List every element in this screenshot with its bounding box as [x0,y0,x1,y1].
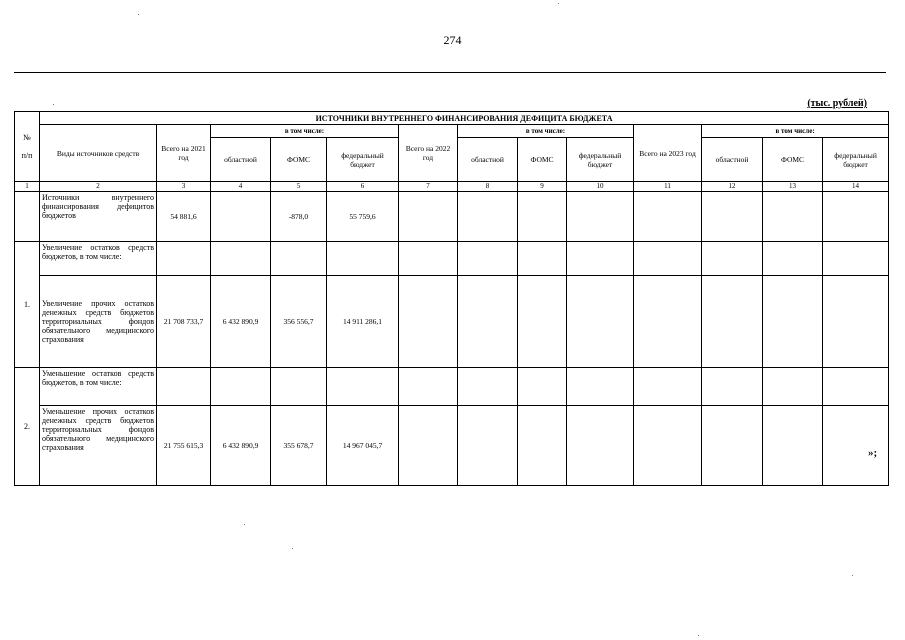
column-number: 7 [399,182,458,192]
column-number: 5 [271,182,327,192]
cell-empty [634,406,702,486]
column-number: 2 [40,182,157,192]
cell-empty [763,276,823,368]
header-source: Виды источников средств [40,125,157,182]
header-including-2021: в том числе: [211,125,399,138]
cell-empty [399,406,458,486]
row-number [15,192,40,242]
header-federal-2023: федеральный бюджет [823,138,889,182]
cell-empty [518,276,567,368]
row-number: 2. [15,368,40,486]
cell-empty [458,242,518,276]
cell-empty [702,368,763,406]
cell-empty [823,406,889,486]
cell-total-2021 [157,368,211,406]
column-number: 4 [211,182,271,192]
cell-empty [399,368,458,406]
cell-foms-2021 [271,242,327,276]
table-row [15,406,889,486]
column-number: 3 [157,182,211,192]
header-regional-2023: областной [702,138,763,182]
cell-total-2021 [157,242,211,276]
cell-empty [634,192,702,242]
cell-regional-2021 [211,192,271,242]
header-total-2022: Всего на 2022 год [399,125,458,182]
cell-empty [763,368,823,406]
table-row [15,276,889,368]
cell-total-2021: 21 708 733,7 [157,276,211,368]
table-row [15,192,889,242]
cell-total-2021: 21 755 615,3 [157,406,211,486]
cell-empty [399,276,458,368]
column-number: 10 [567,182,634,192]
units-label: (тыс. рублей) [807,98,867,109]
cell-empty [702,406,763,486]
scan-speck [698,635,699,636]
cell-empty [702,276,763,368]
cell-foms-2021: 356 556,7 [271,276,327,368]
cell-empty [518,242,567,276]
column-number: 14 [823,182,889,192]
cell-regional-2021: 6 432 890,9 [211,406,271,486]
cell-empty [458,192,518,242]
header-including-2022: в том числе: [458,125,634,138]
cell-empty [567,276,634,368]
column-number: 6 [327,182,399,192]
cell-empty [518,192,567,242]
scan-speck [244,524,245,525]
table-row [15,368,889,406]
column-number-row [15,182,889,192]
row-number: 1. [15,242,40,368]
cell-federal-2021 [327,242,399,276]
cell-total-2021: 54 881,6 [157,192,211,242]
cell-empty [823,368,889,406]
header-rule [14,72,886,73]
cell-empty [702,242,763,276]
row-label: Уменьшение прочих остатков денежных средств бюджетов территориальных фондов обязательного медицинского страхования [40,406,157,486]
cell-federal-2021: 14 967 045,7 [327,406,399,486]
cell-foms-2021: -878,0 [271,192,327,242]
cell-empty [458,276,518,368]
scan-speck [292,548,293,549]
cell-empty [763,192,823,242]
column-number: 13 [763,182,823,192]
cell-empty [567,406,634,486]
closing-quote-mark: »; [868,447,878,459]
row-label: Уменьшение остатков средств бюджетов, в том числе: [40,368,157,406]
cell-regional-2021: 6 432 890,9 [211,276,271,368]
cell-federal-2021 [327,368,399,406]
cell-federal-2021: 14 911 286,1 [327,276,399,368]
header-total-2023: Всего на 2023 год [634,125,702,182]
column-number: 12 [702,182,763,192]
cell-empty [823,242,889,276]
cell-regional-2021 [211,368,271,406]
header-regional-2022: областной [458,138,518,182]
column-number: 1 [15,182,40,192]
header-total-2021: Всего на 2021 год [157,125,211,182]
cell-empty [823,192,889,242]
cell-empty [458,406,518,486]
cell-empty [763,242,823,276]
column-number: 11 [634,182,702,192]
header-federal-2021: федеральный бюджет [327,138,399,182]
header-foms-2021: ФОМС [271,138,327,182]
header-regional-2021: областной [211,138,271,182]
cell-empty [823,276,889,368]
column-number: 8 [458,182,518,192]
cell-empty [634,276,702,368]
cell-empty [634,368,702,406]
cell-empty [634,242,702,276]
cell-empty [458,368,518,406]
cell-empty [567,192,634,242]
header-foms-2023: ФОМС [763,138,823,182]
page-number: 274 [443,33,462,47]
row-label: Источники внутреннего финансирования дефицитов бюджетов [40,192,157,242]
header-foms-2022: ФОМС [518,138,567,182]
cell-empty [518,406,567,486]
table-row [15,242,889,276]
cell-regional-2021 [211,242,271,276]
cell-empty [518,368,567,406]
cell-foms-2021 [271,368,327,406]
table-caption: ИСТОЧНИКИ ВНУТРЕННЕГО ФИНАНСИРОВАНИЯ ДЕФИЦИТА БЮДЖЕТА [40,112,889,125]
cell-empty [567,242,634,276]
cell-federal-2021: 55 759,6 [327,192,399,242]
cell-foms-2021: 355 678,7 [271,406,327,486]
row-label: Увеличение остатков средств бюджетов, в том числе: [40,242,157,276]
scan-speck [558,3,559,4]
column-number: 9 [518,182,567,192]
header-no: № п/п [15,112,40,182]
cell-empty [567,368,634,406]
row-label: Увеличение прочих остатков денежных средств бюджетов территориальных фондов обязательного медицинского страхования [40,276,157,368]
cell-empty [763,406,823,486]
budget-table [14,111,889,486]
header-including-2023: в том числе: [702,125,889,138]
cell-empty [399,192,458,242]
scan-speck [852,575,853,576]
header-federal-2022: федеральный бюджет [567,138,634,182]
cell-empty [702,192,763,242]
cell-empty [399,242,458,276]
scan-speck [53,104,54,105]
scan-speck [138,14,139,15]
